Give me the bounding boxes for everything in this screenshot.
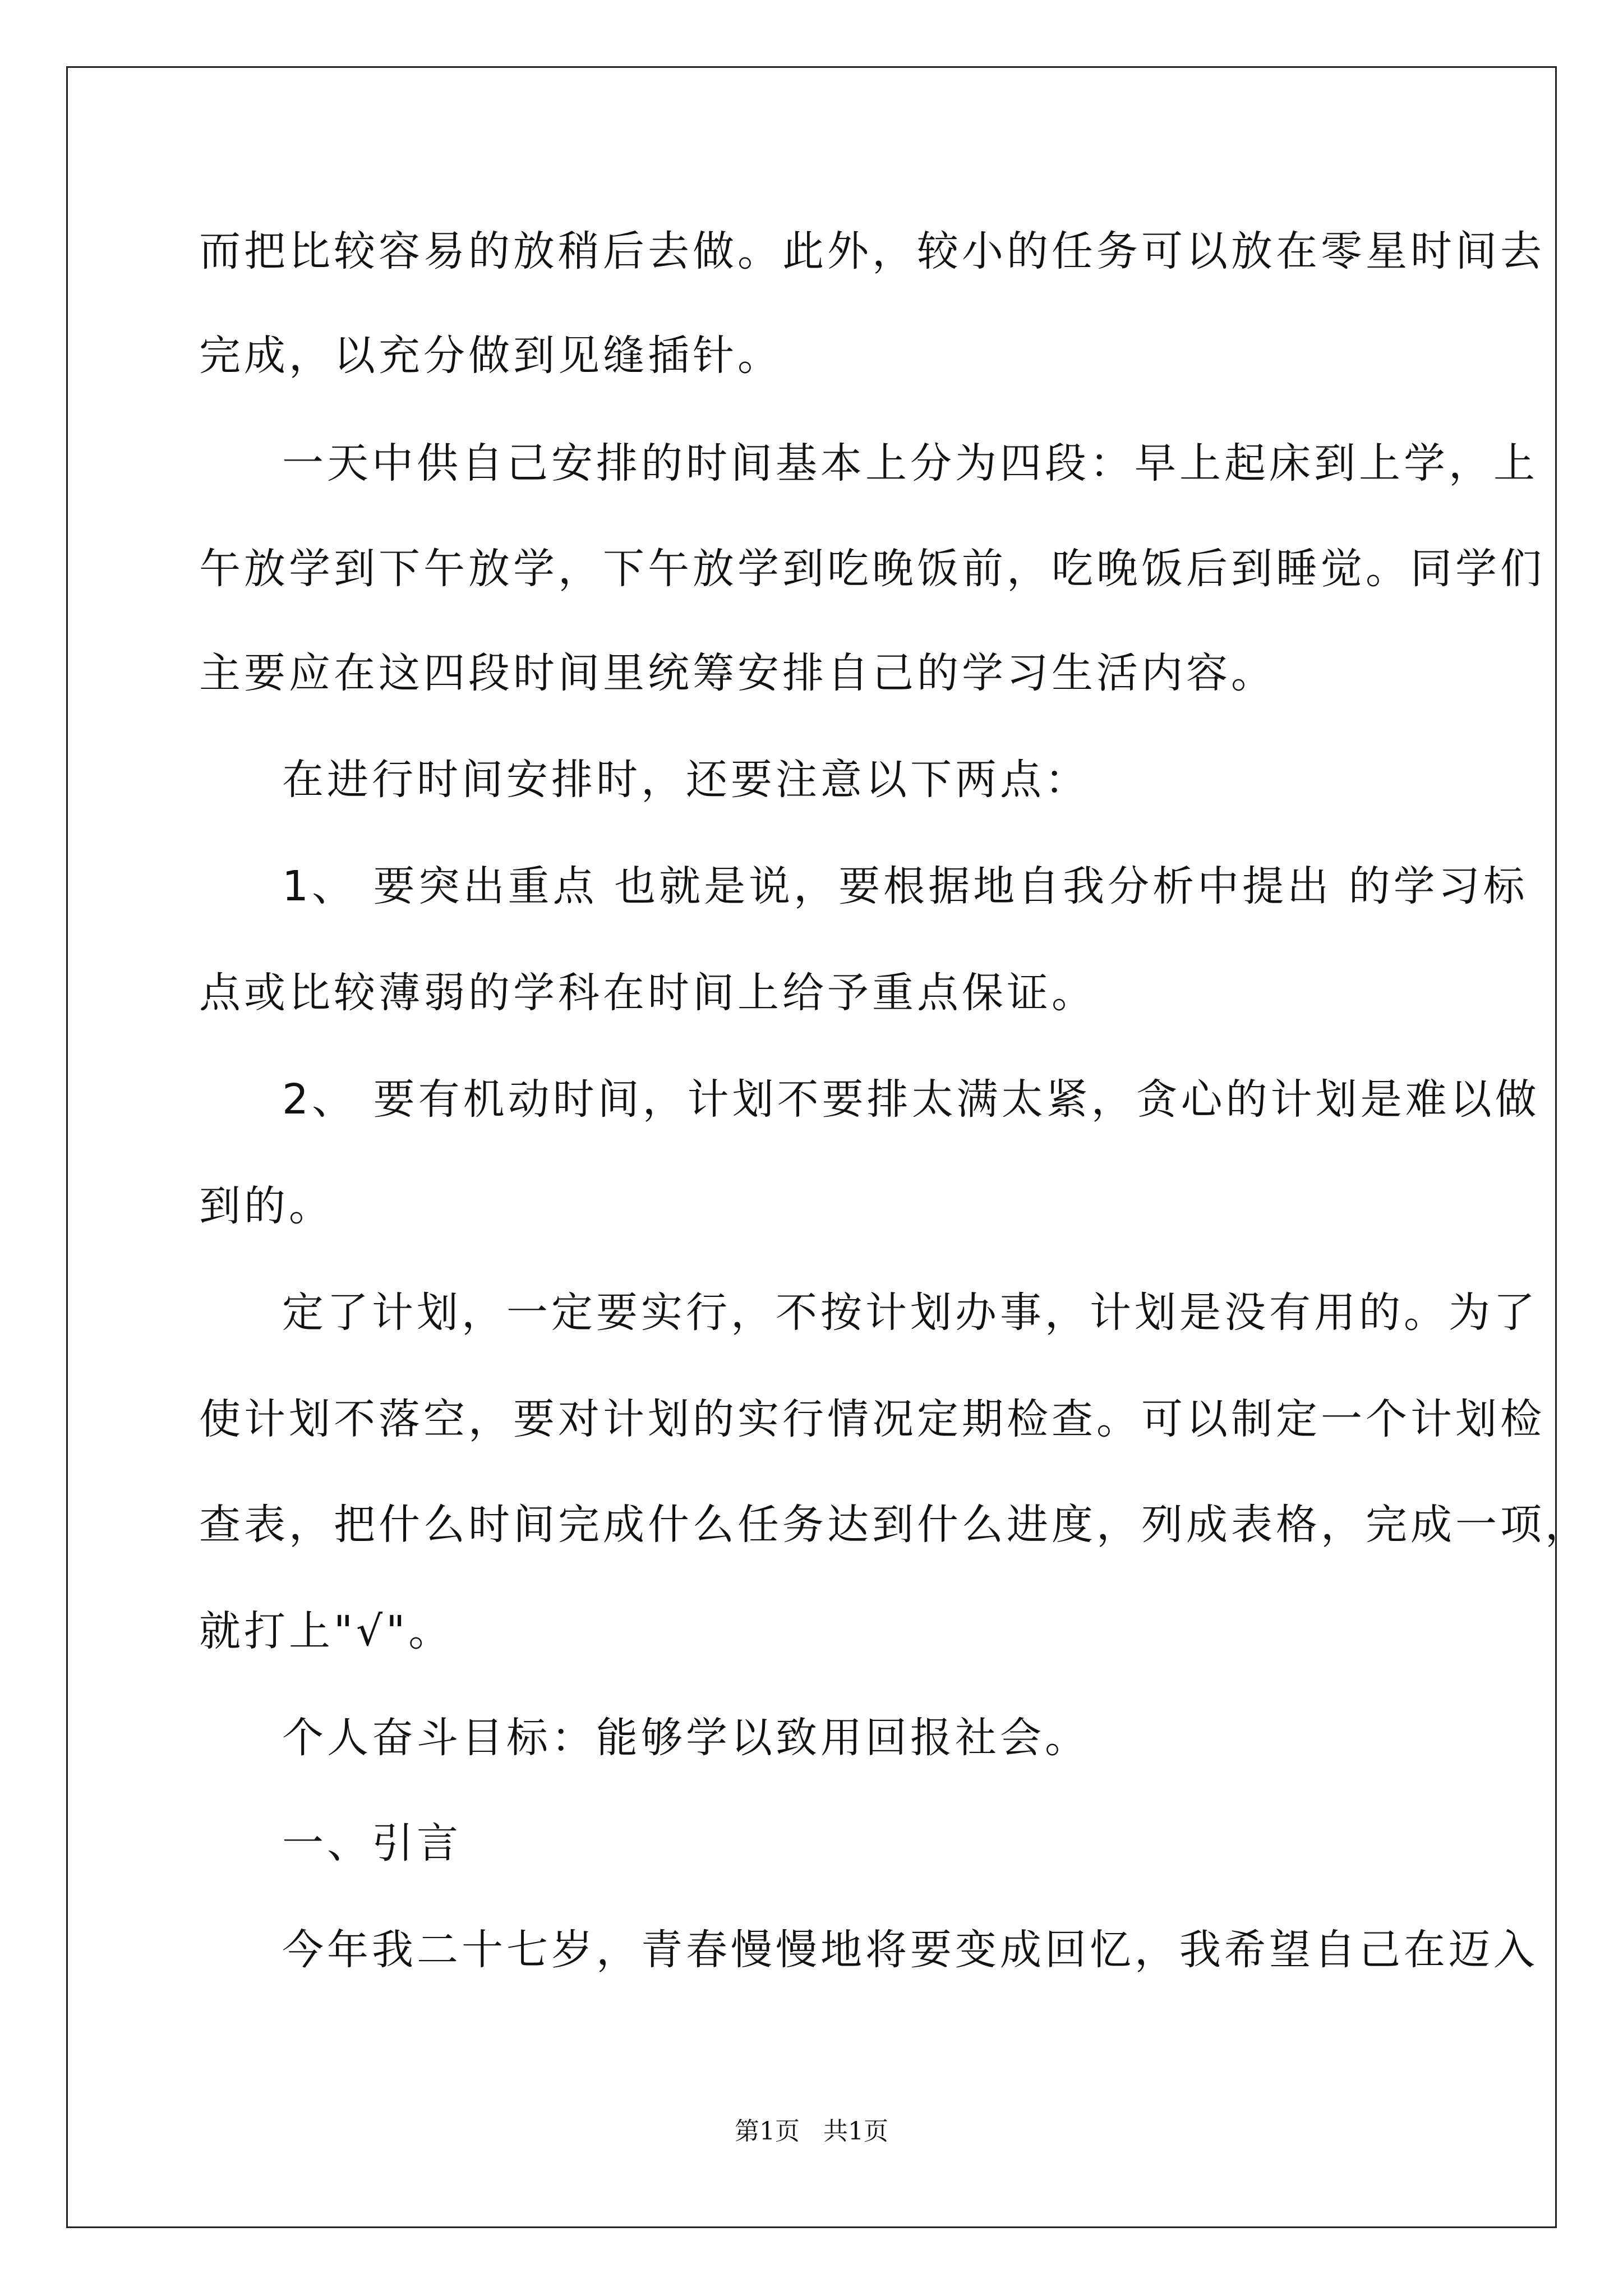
text-line: 一天中供自己安排的时间基本上分为四段：早上起床到上学，上 — [282, 439, 1538, 487]
text-line: 到的。 — [199, 1182, 334, 1230]
text-line: 点或比较薄弱的学科在时间上给予重点保证。 — [199, 969, 1096, 1017]
text-line: 主要应在这四段时间里统筹安排自己的学习生活内容。 — [199, 649, 1276, 697]
text-line: 在进行时间安排时，还要注意以下两点： — [282, 756, 1090, 804]
text-line: 完成，以充分做到见缝插针。 — [199, 332, 782, 380]
text-line: 定了计划，一定要实行，不按计划办事，计划是没有用的。为了 — [282, 1289, 1538, 1337]
text-line: 今年我二十七岁，青春慢慢地将要变成回忆，我希望自己在迈入 — [282, 1926, 1538, 1974]
page-total: 共1页 — [823, 2117, 888, 2146]
text-line: 查表，把什么时间完成什么任务达到什么进度，列成表格，完成一项， — [199, 1501, 1590, 1549]
text-line: 午放学到下午放学，下午放学到吃晚饭前，吃晚饭后到睡觉。同学们 — [199, 545, 1545, 593]
text-line: 个人奋斗目标：能够学以致用回报社会。 — [282, 1714, 1090, 1762]
page-border — [66, 66, 1557, 2228]
text-line: 而把比较容易的放稍后去做。此外，较小的任务可以放在零星时间去 — [199, 227, 1545, 275]
page-number: 第1页 — [735, 2117, 800, 2146]
text-line: 就打上"√"。 — [199, 1607, 454, 1655]
text-line: 使计划不落空，要对计划的实行情况定期检查。可以制定一个计划检 — [199, 1395, 1545, 1443]
text-line: 1、 要突出重点 也就是说，要根据地自我分析中提出 的学习标 — [282, 862, 1528, 910]
text-line: 一、引言 — [282, 1819, 462, 1867]
page-footer — [0, 2116, 1623, 2147]
text-line: 2、 要有机动时间，计划不要排太满太紧，贪心的计划是难以做 — [282, 1075, 1540, 1124]
